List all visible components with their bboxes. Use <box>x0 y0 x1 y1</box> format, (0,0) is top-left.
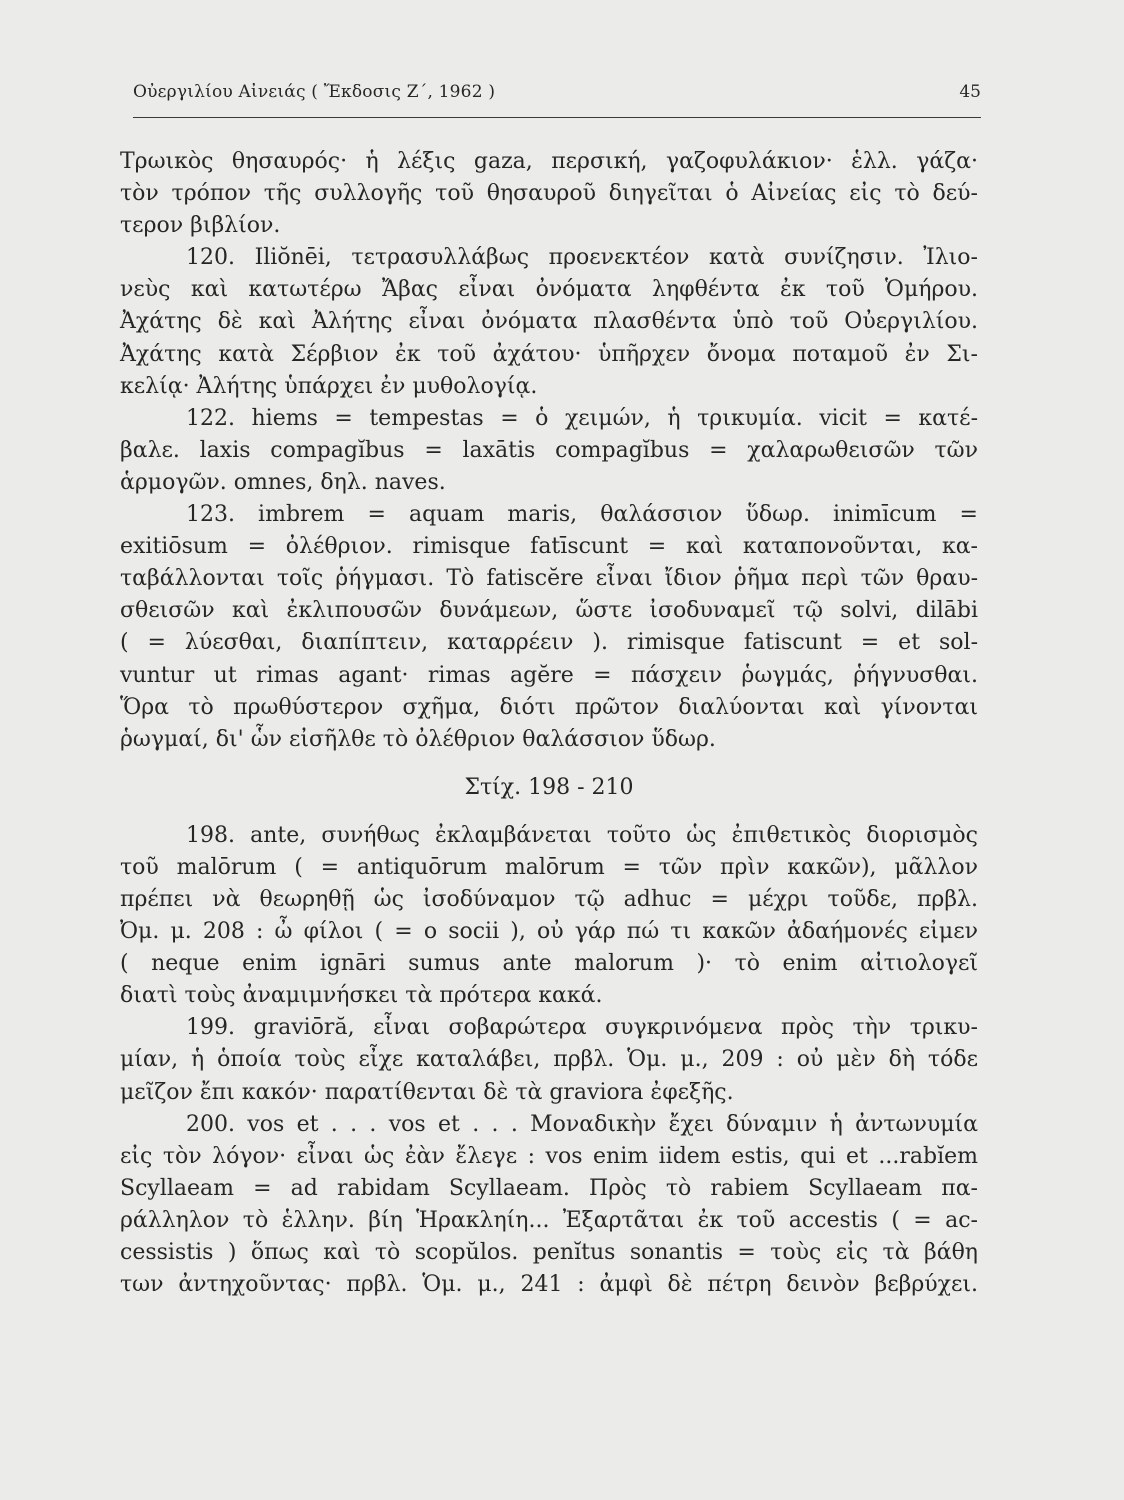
text-line: Ἀχάτης κατὰ Σέρβιον ἐκ τοῦ ἀχάτου· ὑπῆρχεν ὄνομα ποταμοῦ ἐν Σι- <box>120 341 978 367</box>
paragraph-note-199 <box>120 1012 978 1108</box>
text-line: ( = λύεσθαι, διαπίπτειν, καταρρέειν ). rimisque fatiscunt = et sol- <box>120 630 978 656</box>
text-line: Ὀμ. μ. 208 : ὦ φίλοι ( = o socii ), οὐ γάρ πώ τι κακῶν ἀδαήμονές εἰμεν <box>120 919 978 945</box>
paragraph-note-123 <box>120 499 978 756</box>
text-line: βαλε. laxis compagĭbus = laxātis compagĭbus = χαλαρωθεισῶν τῶν <box>120 437 978 463</box>
text-line: 200. vos et . . . vos et . . . Μοναδικὴν ἔχει δύναμιν ἡ ἀντωνυμία <box>186 1111 978 1137</box>
text-line: ταβάλλονται τοῖς ῥήγμασι. Τὸ fatiscĕre εἶναι ἴδιον ῥῆμα περὶ τῶν θραυ- <box>120 566 978 592</box>
header-rule <box>133 117 981 118</box>
paragraph-note-198 <box>120 820 978 1013</box>
text-line: 120. Iliŏnēi, τετρασυλλάβως προενεκτέον κατὰ συνίζησιν. Ἰλιο- <box>186 245 978 271</box>
paragraph-note-200 <box>120 1109 978 1302</box>
text-line: 199. graviōră, εἶναι σοβαρώτερα συγκρινόμενα πρὸς τὴν τρικυ- <box>186 1015 978 1041</box>
text-line: νεὺς καὶ κατωτέρω Ἄβας εἶναι ὀνόματα ληφθέντα ἐκ τοῦ Ὁμήρου. <box>120 277 978 303</box>
text-line: ῥωγμαί, δι' ὧν εἰσῆλθε τὸ ὀλέθριον θαλάσσιον ὕδωρ. <box>120 726 716 752</box>
text-line: κελίᾳ· Ἀλήτης ὑπάρχει ἐν μυθολογίᾳ. <box>120 373 538 399</box>
header-title: Οὐεργιλίου Αἰνειάς ( Ἔκδοσις Ζ΄, 1962 ) <box>133 82 496 102</box>
text-line: Ὅρα τὸ πρωθύστερον σχῆμα, διότι πρῶτον διαλύονται καὶ γίνονται <box>120 694 978 720</box>
text-line: των ἀντηχοῦντας· πρβλ. Ὁμ. μ., 241 : ἀμφὶ δὲ πέτρη δεινὸν βεβρύχει. <box>120 1272 978 1298</box>
text-line: τερον βιβλίον. <box>120 213 281 239</box>
text-line: μίαν, ἡ ὁποία τοὺς εἶχε καταλάβει, πρβλ. Ὁμ. μ., 209 : οὐ μὲν δὴ τόδε <box>120 1047 978 1073</box>
text-line: τοῦ malōrum ( = antiquōrum malōrum = τῶν πρὶν κακῶν), μᾶλλον <box>120 854 978 880</box>
text-line: 198. ante, συνήθως ἐκλαμβάνεται τοῦτο ὡς ἐπιθετικὸς διορισμὸς <box>186 822 978 848</box>
text-line: 123. imbrem = aquam maris, θαλάσσιον ὕδωρ. inimīcum = <box>186 502 978 528</box>
section-heading: Στίχ. 198 - 210 <box>464 774 634 800</box>
paragraph-note-122 <box>120 403 978 499</box>
text-line: ἁρμογῶν. omnes, δηλ. naves. <box>120 469 446 495</box>
text-line: Ἀχάτης δὲ καὶ Ἀλήτης εἶναι ὀνόματα πλασθέντα ὑπὸ τοῦ Οὐεργιλίου. <box>120 309 978 335</box>
text-line: ( neque enim ignāri sumus ante malorum )· τὸ enim αἰτιολογεῖ <box>120 951 978 977</box>
text-line: μεῖζον ἔπι κακόν· παρατίθενται δὲ τὰ graviora ἐφεξῆς. <box>120 1079 734 1105</box>
text-line: Scyllaeam = ad rabidam Scyllaeam. Πρὸς τὸ rabiem Scyllaeam πα- <box>120 1175 978 1201</box>
text-line: ράλληλον τὸ ἑλλην. βίη Ἡρακληίη... Ἐξαρτᾶται ἐκ τοῦ accestis ( = ac- <box>120 1207 978 1233</box>
text-line: Τρωικὸς θησαυρός· ἡ λέξις gaza, περσική, γαζοφυλάκιον· ἑλλ. γάζα· <box>120 149 978 174</box>
text-line: σθεισῶν καὶ ἐκλιπουσῶν δυνάμεων, ὥστε ἰσοδυναμεῖ τῷ solvi, dilābi <box>120 598 978 624</box>
commentary-body <box>120 146 978 1301</box>
text-line: vuntur ut rimas agant· rimas agĕre = πάσχειν ῥωγμάς, ῥήγνυσθαι. <box>120 662 978 688</box>
text-line: διατὶ τοὺς ἀναμιμνήσκει τὰ πρότερα κακά. <box>120 983 603 1009</box>
text-line: exitiōsum = ὀλέθριον. rimisque fatīscunt = καὶ καταπονοῦνται, κα- <box>120 534 978 560</box>
running-header <box>133 82 981 116</box>
text-line: εἰς τὸν λόγον· εἶναι ὡς ἐὰν ἔλεγε : vos enim iidem estis, qui et ...rabĭem <box>120 1143 978 1169</box>
text-line: πρέπει νὰ θεωρηθῇ ὡς ἰσοδύναμον τῷ adhuc = μέχρι τοῦδε, πρβλ. <box>120 886 978 912</box>
page-number: 45 <box>959 82 981 102</box>
paragraph-continuation <box>120 146 978 242</box>
text-line: τὸν τρόπον τῆς συλλογῆς τοῦ θησαυροῦ διηγεῖται ὁ Αἰνείας εἰς τὸ δεύ- <box>120 181 978 207</box>
text-line: 122. hiems = tempestas = ὁ χειμών, ἡ τρικυμία. vicit = κατέ- <box>186 405 978 431</box>
paragraph-note-120 <box>120 242 978 402</box>
text-line: cessistis ) ὅπως καὶ τὸ scopŭlos. penĭtus sonantis = τοὺς εἰς τὰ βάθη <box>120 1240 978 1265</box>
